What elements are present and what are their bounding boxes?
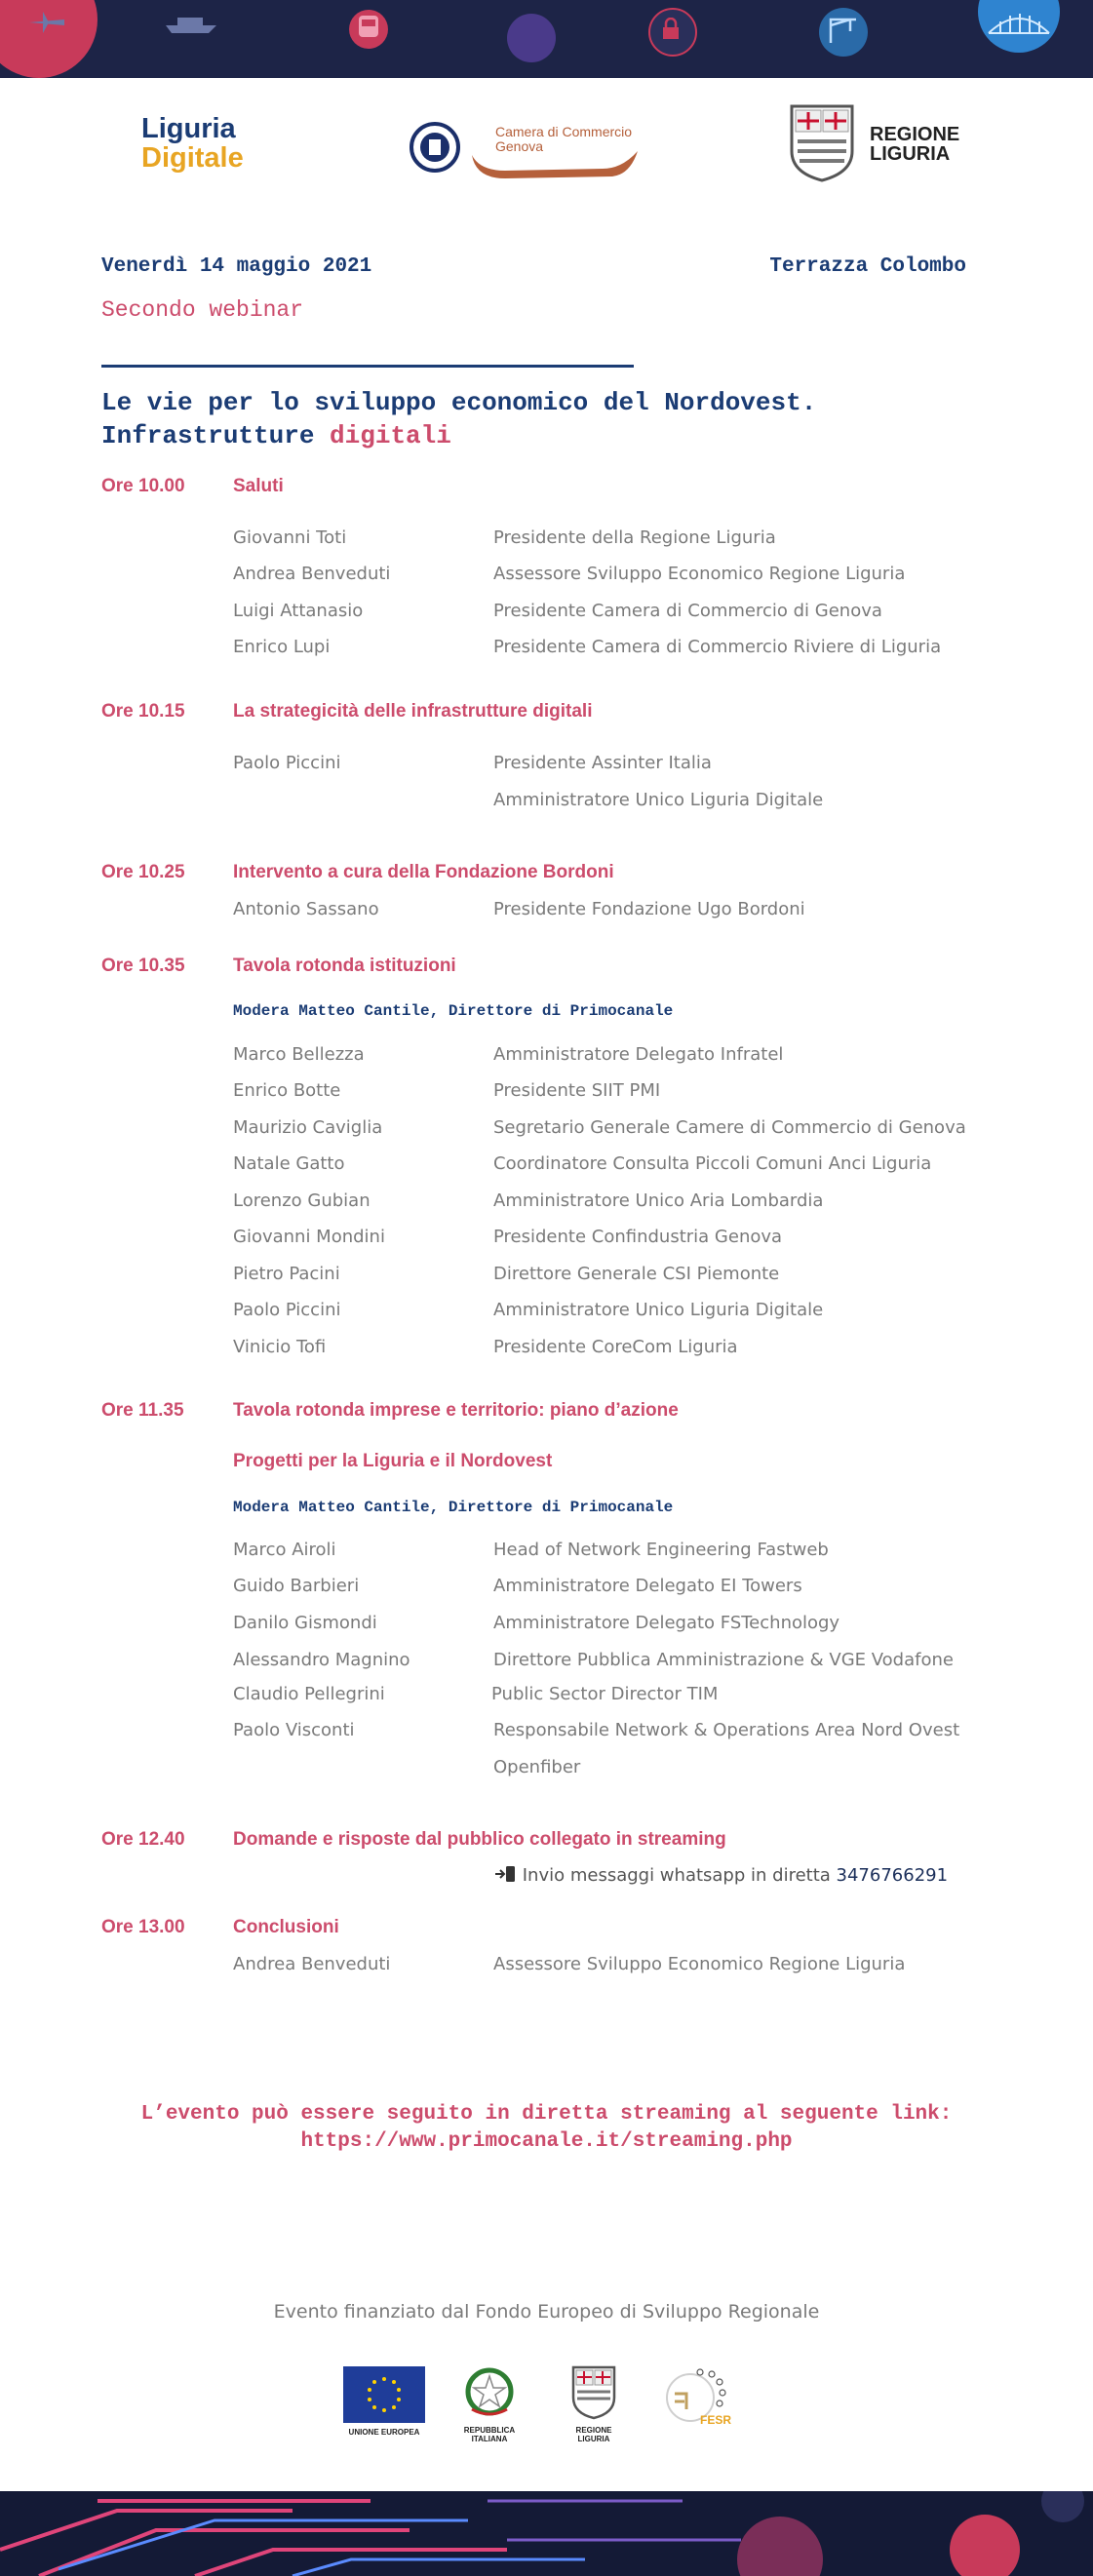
session-time: Ore 10.00 (101, 476, 185, 496)
event-subtitle: Secondo webinar (101, 297, 304, 323)
eu-logo (343, 2366, 425, 2437)
camera-commercio-logo (408, 112, 642, 185)
session-time: Ore 10.15 (101, 701, 185, 722)
event-date: Venerdì 14 maggio 2021 (101, 255, 372, 278)
camera-text-2: Genova (495, 138, 544, 154)
eu-flag-icon (343, 2366, 425, 2423)
whatsapp-text: Invio messaggi whatsapp in diretta (522, 1865, 831, 1886)
session-title: Tavola rotonda istituzioni (233, 956, 456, 976)
liguria-digitale-logo (141, 114, 244, 173)
speaker-role: Direttore Generale CSI Piemonte (493, 1264, 780, 1284)
speaker-role: Amministratore Delegato FSTechnology (493, 1613, 840, 1633)
event-title-line2 (101, 421, 451, 450)
speaker-name: Enrico Lupi (233, 637, 331, 657)
speaker-role: Openfiber (493, 1757, 581, 1777)
speaker-role: Amministratore Unico Aria Lombardia (493, 1190, 824, 1211)
regione-shield-icon (788, 102, 856, 184)
session-time: Ore 10.35 (101, 956, 185, 976)
regione-text-1: REGIONE (870, 124, 960, 145)
speaker-name: Danilo Gismondi (233, 1613, 377, 1633)
speaker-name: Alessandro Magnino (233, 1650, 410, 1670)
ship-icon (164, 14, 218, 35)
speaker-name: Giovanni Mondini (233, 1227, 385, 1247)
speaker-name: Marco Airoli (233, 1540, 336, 1560)
bridge-icon (987, 8, 1051, 37)
speaker-name: Andrea Benveduti (233, 1954, 391, 1974)
funding-logos (343, 2364, 753, 2442)
speaker-role: Amministratore Unico Liguria Digitale (493, 790, 824, 810)
speaker-role: Presidente CoreCom Liguria (493, 1337, 738, 1357)
speaker-role: Assessore Sviluppo Economico Regione Liguria (493, 564, 906, 584)
session-time: Ore 11.35 (101, 1400, 184, 1421)
camera-text-1: Camera di Commercio (495, 124, 633, 139)
top-banner (0, 0, 1093, 78)
speaker-name: Enrico Botte (233, 1080, 341, 1101)
fesr-label: FESR (700, 2413, 732, 2427)
italy-logo (450, 2364, 528, 2443)
title-part-digitali: digitali (330, 421, 451, 450)
speaker-name: Giovanni Toti (233, 527, 347, 548)
logo-text-liguria: Liguria (141, 113, 236, 144)
speaker-name: Paolo Piccini (233, 1300, 341, 1320)
regione-small-logo (560, 2364, 628, 2443)
speaker-role: Amministratore Unico Liguria Digitale (493, 1300, 824, 1320)
session-time: Ore 13.00 (101, 1917, 185, 1937)
moderator-line: Modera Matteo Cantile, Direttore di Primocanale (233, 1002, 674, 1020)
speaker-role: Coordinatore Consulta Piccoli Comuni Anci Liguria (493, 1153, 932, 1174)
speaker-name: Natale Gatto (233, 1153, 345, 1174)
regione-small-shield-icon (570, 2364, 617, 2421)
italy-emblem-icon (462, 2364, 517, 2421)
crane-icon (827, 14, 860, 47)
lock-icon (661, 18, 681, 41)
speaker-role: Presidente Camera di Commercio di Genova (493, 601, 882, 621)
speaker-role: Amministratore Delegato Infratel (493, 1044, 784, 1065)
speaker-name: Claudio Pellegrini (233, 1684, 385, 1704)
regione-liguria-logo (788, 102, 963, 185)
moderator-line: Modera Matteo Cantile, Direttore di Primocanale (233, 1499, 674, 1516)
airplane-icon (27, 8, 66, 37)
speaker-role: Presidente Confindustria Genova (493, 1227, 783, 1247)
bottom-banner (0, 2491, 1093, 2576)
decorative-circle (507, 14, 556, 62)
speaker-role: Head of Network Engineering Fastweb (493, 1540, 829, 1560)
session-time: Ore 12.40 (101, 1829, 185, 1850)
regione-text-2: LIGURIA (870, 143, 951, 165)
whatsapp-number[interactable]: 3476766291 (836, 1865, 949, 1886)
title-part-infrastrutture: Infrastrutture (101, 421, 331, 450)
speaker-name: Luigi Attanasio (233, 601, 364, 621)
session-title: Intervento a cura della Fondazione Bordoni (233, 862, 614, 882)
session-title: Domande e risposte dal pubblico collegato in streaming (233, 1829, 726, 1850)
regione-small-label: REGIONE LIGURIA (575, 2426, 612, 2443)
speaker-role: Direttore Pubblica Amministrazione & VGE Vodafone (493, 1650, 954, 1670)
speaker-role: Public Sector Director TIM (491, 1684, 719, 1704)
speaker-name: Marco Bellezza (233, 1044, 365, 1065)
speaker-role: Assessore Sviluppo Economico Regione Liguria (493, 1954, 906, 1974)
speaker-name: Antonio Sassano (233, 899, 379, 919)
speaker-role: Segretario Generale Camere di Commercio di Genova (493, 1117, 966, 1138)
camera-swoosh (466, 149, 642, 184)
speaker-role: Presidente SIIT PMI (493, 1080, 661, 1101)
speaker-name: Andrea Benveduti (233, 564, 391, 584)
speaker-name: Maurizio Caviglia (233, 1117, 383, 1138)
speaker-name: Paolo Visconti (233, 1720, 355, 1740)
speaker-name: Paolo Piccini (233, 753, 341, 773)
speaker-role: Presidente Camera di Commercio Riviere di Liguria (493, 637, 942, 657)
whatsapp-line (493, 1864, 948, 1886)
session-subtitle: Progetti per la Liguria e il Nordovest (233, 1451, 553, 1471)
event-title-line1: Le vie per lo sviluppo economico del Nordovest. (101, 388, 817, 417)
train-icon (356, 14, 381, 45)
session-title: Saluti (233, 476, 284, 496)
speaker-role: Presidente Assinter Italia (493, 753, 712, 773)
camera-seal-icon (410, 122, 460, 173)
speaker-role: Amministratore Delegato EI Towers (493, 1576, 802, 1596)
session-title: Conclusioni (233, 1917, 339, 1937)
logo-text-digitale: Digitale (141, 142, 244, 174)
streaming-link[interactable]: https://www.primocanale.it/streaming.php (300, 2130, 793, 2153)
italy-label: REPUBBLICA ITALIANA (463, 2426, 516, 2443)
speaker-role: Presidente della Regione Liguria (493, 527, 776, 548)
speaker-role: Presidente Fondazione Ugo Bordoni (493, 899, 805, 919)
event-venue: Terrazza Colombo (769, 255, 966, 278)
session-title: La strategicità delle infrastrutture digitali (233, 701, 593, 722)
eu-label: UNIONE EUROPEA (348, 2428, 420, 2437)
speaker-name: Pietro Pacini (233, 1264, 340, 1284)
speaker-name: Vinicio Tofi (233, 1337, 327, 1357)
speaker-name: Guido Barbieri (233, 1576, 360, 1596)
phone-message-icon (493, 1864, 517, 1884)
session-title: Tavola rotonda imprese e territorio: piano d’azione (233, 1400, 679, 1421)
speaker-role: Responsabile Network & Operations Area Nord Ovest (493, 1720, 960, 1740)
speaker-name: Lorenzo Gubian (233, 1190, 371, 1211)
streaming-text: L’evento può essere seguito in diretta streaming al seguente link: (140, 2103, 953, 2126)
funding-text: Evento finanziato dal Fondo Europeo di Sviluppo Regionale (273, 2301, 820, 2322)
session-time: Ore 10.25 (101, 862, 185, 882)
fesr-logo (661, 2364, 749, 2442)
title-divider (101, 365, 634, 368)
partner-logos (0, 102, 1093, 200)
circuit-graphic (0, 2491, 1093, 2576)
